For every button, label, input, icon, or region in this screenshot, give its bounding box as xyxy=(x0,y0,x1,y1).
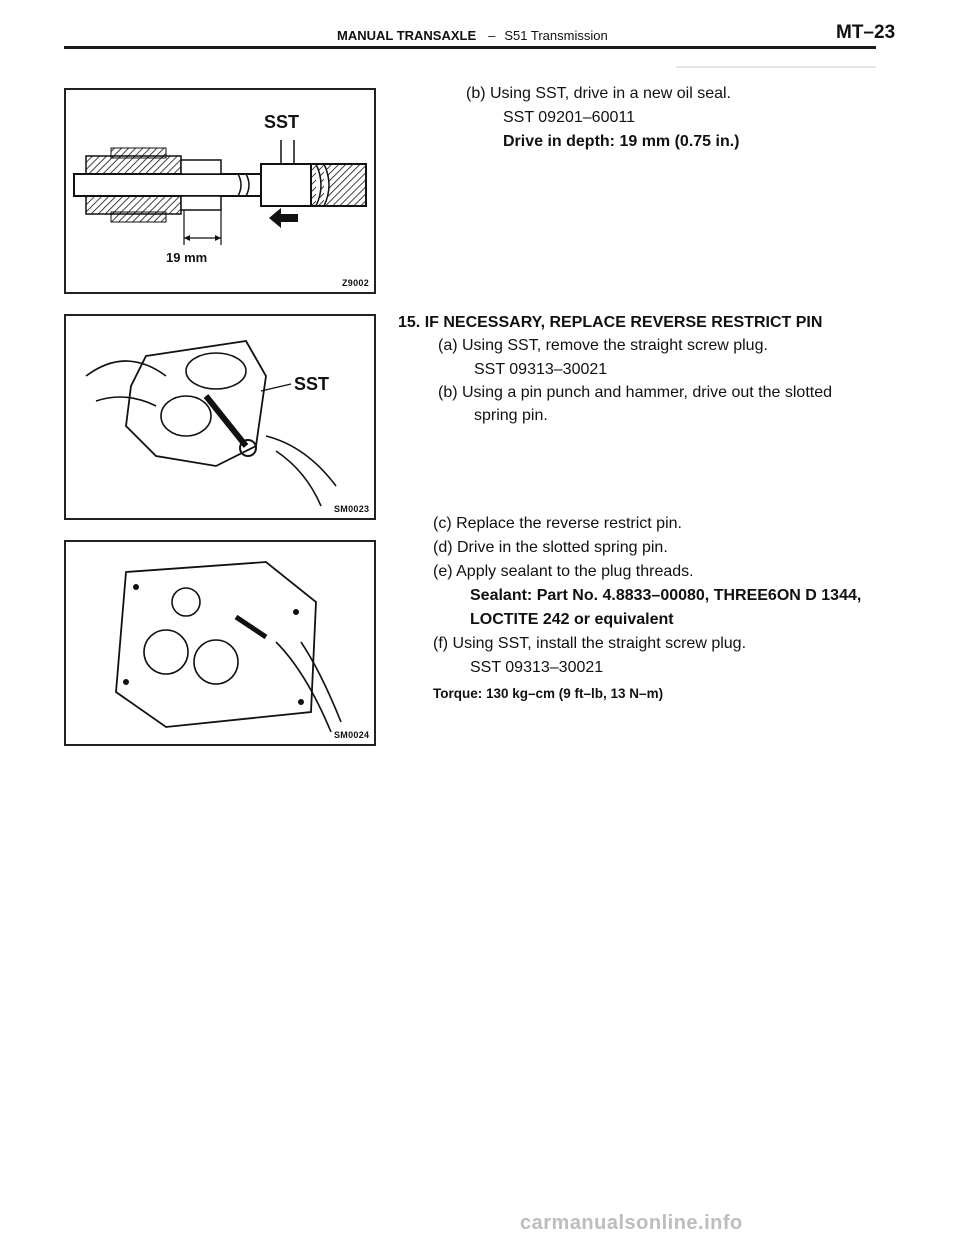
section-title: MANUAL TRANSAXLE xyxy=(337,28,477,43)
step-b-drive-out-pin: (b) Using a pin punch and hammer, drive out the slotted xyxy=(438,384,832,401)
sealant-spec-cont: LOCTITE 242 or equivalent xyxy=(470,611,674,628)
sst-number: SST 09313–30021 xyxy=(474,361,608,378)
step-b-continuation: spring pin. xyxy=(474,407,548,424)
figure-code: SM0024 xyxy=(334,730,370,740)
sst-label: SST xyxy=(294,374,330,394)
step-15-heading: 15. IF NECESSARY, REPLACE REVERSE RESTRICT PIN xyxy=(398,314,823,331)
figure-transmission-case-illustration xyxy=(66,542,374,744)
step-b-drive-seal: (b) Using SST, drive in a new oil seal. xyxy=(466,85,731,102)
sst-number: SST 09313–30021 xyxy=(470,659,604,676)
step-c-replace-pin: (c) Replace the reverse restrict pin. xyxy=(433,515,682,532)
figure-oil-seal-illustration xyxy=(66,90,374,292)
running-header xyxy=(337,28,608,43)
figure-transmission-case xyxy=(64,540,376,746)
sst-label: SST xyxy=(264,112,300,132)
drive-depth-spec: Drive in depth: 19 mm (0.75 in.) xyxy=(503,133,740,150)
torque-spec: Torque: 130 kg–cm (9 ft–lb, 13 N–m) xyxy=(433,686,664,701)
page-number: MT–23 xyxy=(836,22,896,43)
subsection-title: S51 Transmission xyxy=(504,28,608,43)
figure-code: Z9002 xyxy=(342,278,370,288)
sealant-spec: Sealant: Part No. 4.8833–00080, THREE6ON D 1344, xyxy=(470,587,862,604)
step-e-apply-sealant: (e) Apply sealant to the plug threads. xyxy=(433,563,694,580)
dimension-label: 19 mm xyxy=(166,250,208,265)
sst-number: SST 09201–60011 xyxy=(503,109,635,126)
figure-restrict-pin-removal-illustration xyxy=(66,316,374,518)
watermark: carmanualsonline.info xyxy=(520,1212,743,1234)
figure-oil-seal xyxy=(64,88,376,294)
figure-code: SM0023 xyxy=(334,504,370,514)
header-rule-faint xyxy=(676,66,876,68)
step-a-remove-plug: (a) Using SST, remove the straight screw plug. xyxy=(438,337,768,354)
step-f-install-plug: (f) Using SST, install the straight screw plug. xyxy=(433,635,747,652)
header-rule xyxy=(64,46,876,49)
figure-restrict-pin-removal xyxy=(64,314,376,520)
header-dash: – xyxy=(488,28,496,43)
step-d-drive-in-pin: (d) Drive in the slotted spring pin. xyxy=(433,539,668,556)
